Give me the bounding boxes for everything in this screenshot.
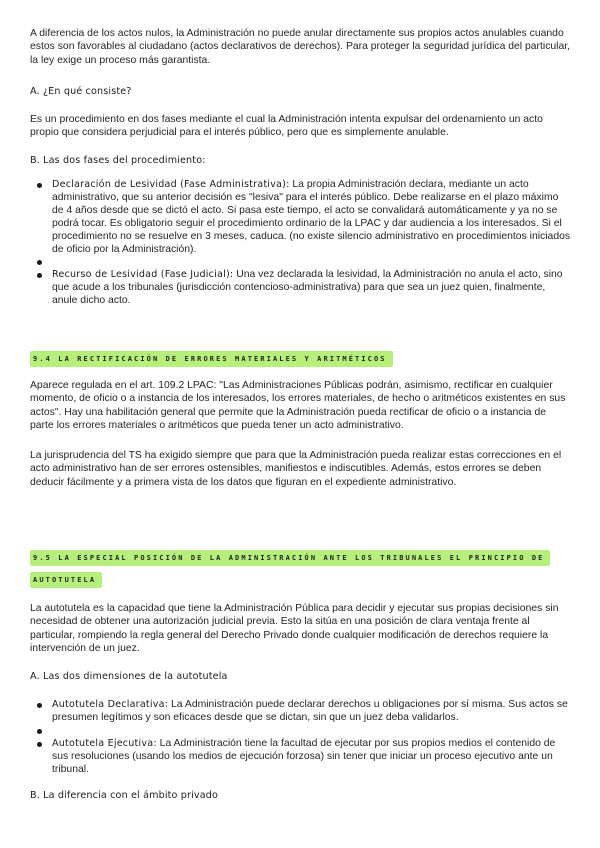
item-text: La propia Administración declara, mediante un acto administrativo, que su anterior decisión es "lesiva" para el interés público. Debe realizarse en el plazo máximo de 4 años desde que se dictó el acto. Si pasa este tiempo, el acto se convalidará automáticamente y ya no se podrá tocar. Es obligatorio seguir el procedimiento ordinario de la LPAC y dar audiencia a los interesados. Si el procedimiento no se resuelve en 3 meses, caduca. (no existe silencio administrativo en procedimientos iniciados de oficio por la Administración). bbox=[52, 179, 571, 255]
phases-list bbox=[30, 179, 572, 308]
list-item bbox=[30, 179, 572, 256]
autotutela-list bbox=[30, 699, 572, 777]
section-9-5-sub-a-heading: A. Las dos dimensiones de la autotutela bbox=[30, 671, 228, 682]
section-b-heading: B. Las dos fases del procedimiento: bbox=[30, 155, 206, 166]
item-term: Autotutela Declarativa: bbox=[52, 699, 169, 710]
list-item bbox=[30, 269, 572, 308]
section-9-5-heading-line-1: 9.5 LA ESPECIAL POSICIÓN DE LA ADMINISTRACIÓN ANTE LOS TRIBUNALES EL PRINCIPIO DE bbox=[30, 550, 550, 566]
list-item bbox=[30, 738, 572, 777]
section-9-4-paragraph-1: Aparece regulada en el art. 109.2 LPAC: "Las Administraciones Públicas podrán, asimismo, rectificar en cualquier momento, de oficio o a instancia de los interesados, los errores materiales, de hecho o aritméticos existentes en sus actos". Hay una habilitación general que permite que la Administración pueda rectificar de oficio o a instancia de parte los errores materiales o aritméticos que pueda tener un acto administrativo. bbox=[30, 380, 566, 431]
bullet-icon bbox=[37, 260, 42, 265]
intro-paragraph: A diferencia de los actos nulos, la Administración no puede anular directamente sus propios actos anulables cuando estos son favorables al ciudadano (actos declarativos de derechos). Para proteger la seguridad jurídica del particular, la ley exige un proceso más garantista. bbox=[30, 28, 571, 66]
item-text: La Administración puede declarar derechos u obligaciones por sí misma. Sus actos se presumen legítimos y son eficaces desde que se dictan, sin que un juez deba validarlos. bbox=[52, 699, 568, 723]
bullet-icon bbox=[37, 183, 42, 188]
bullet-icon bbox=[37, 703, 42, 708]
section-9-4-heading: 9.4 LA RECTIFICACIÓN DE ERRORES MATERIALES Y ARITMÉTICOS bbox=[30, 351, 393, 367]
section-a-heading: A. ¿En qué consiste? bbox=[30, 86, 132, 97]
bullet-icon bbox=[37, 742, 42, 747]
section-9-5-paragraph-1: La autotutela es la capacidad que tiene la Administración Pública para decidir y ejecutar sus propias decisiones sin necesidad de obtener una autorización judicial previa. Esto la sitúa en una posición de clara ventaja frente al particular, rompiendo la regla general del Derecho Privado donde cualquier modificación de derechos requiere la intervención de un juez. bbox=[30, 603, 559, 654]
section-9-5-sub-b-heading: B. La diferencia con el ámbito privado bbox=[30, 790, 219, 801]
bullet-icon bbox=[37, 273, 42, 278]
item-text: La Administración tiene la facultad de ejecutar por sus propios medios el contenido de sus resoluciones (usando los medios de ejecución forzosa) sin tener que iniciar un proceso ejecutivo ante un tribunal. bbox=[52, 737, 556, 775]
section-9-5-heading-wrap bbox=[30, 547, 572, 588]
section-9-4-paragraph-2: La jurisprudencia del TS ha exigido siempre que para que la Administración pueda realizar estas correcciones en el acto administrativo han de ser errores ostensibles, manifiestos e indiscutibles. Además, estos errores se deben deducir fácilmente y a primera vista de los datos que figuran en el expediente administrativo. bbox=[30, 450, 562, 488]
item-term: Declaración de Lesividad (Fase Administrativa): bbox=[52, 179, 290, 190]
section-9-5-heading-line-2: AUTOTUTELA bbox=[30, 572, 102, 588]
section-a-text: Es un procedimiento en dos fases mediante el cual la Administración intenta expulsar del ordenamiento un acto propio que considera perjudicial para el interés público, pero que es simplemente anulable. bbox=[30, 114, 543, 139]
list-item bbox=[30, 256, 572, 269]
list-item bbox=[30, 699, 572, 725]
item-text: Una vez declarada la lesividad, la Administración no anula el acto, sino que acude a los tribunales (jurisdicción contencioso-administrativa) para que sea un juez quien, finalmente, anule dicho acto. bbox=[52, 269, 563, 307]
item-term: Recurso de Lesividad (Fase Judicial): bbox=[52, 269, 234, 281]
bullet-icon bbox=[37, 729, 42, 734]
section-9-4-heading-wrap bbox=[30, 348, 572, 367]
item-term: Autotutela Ejecutiva: bbox=[52, 737, 157, 749]
list-item bbox=[30, 725, 572, 738]
